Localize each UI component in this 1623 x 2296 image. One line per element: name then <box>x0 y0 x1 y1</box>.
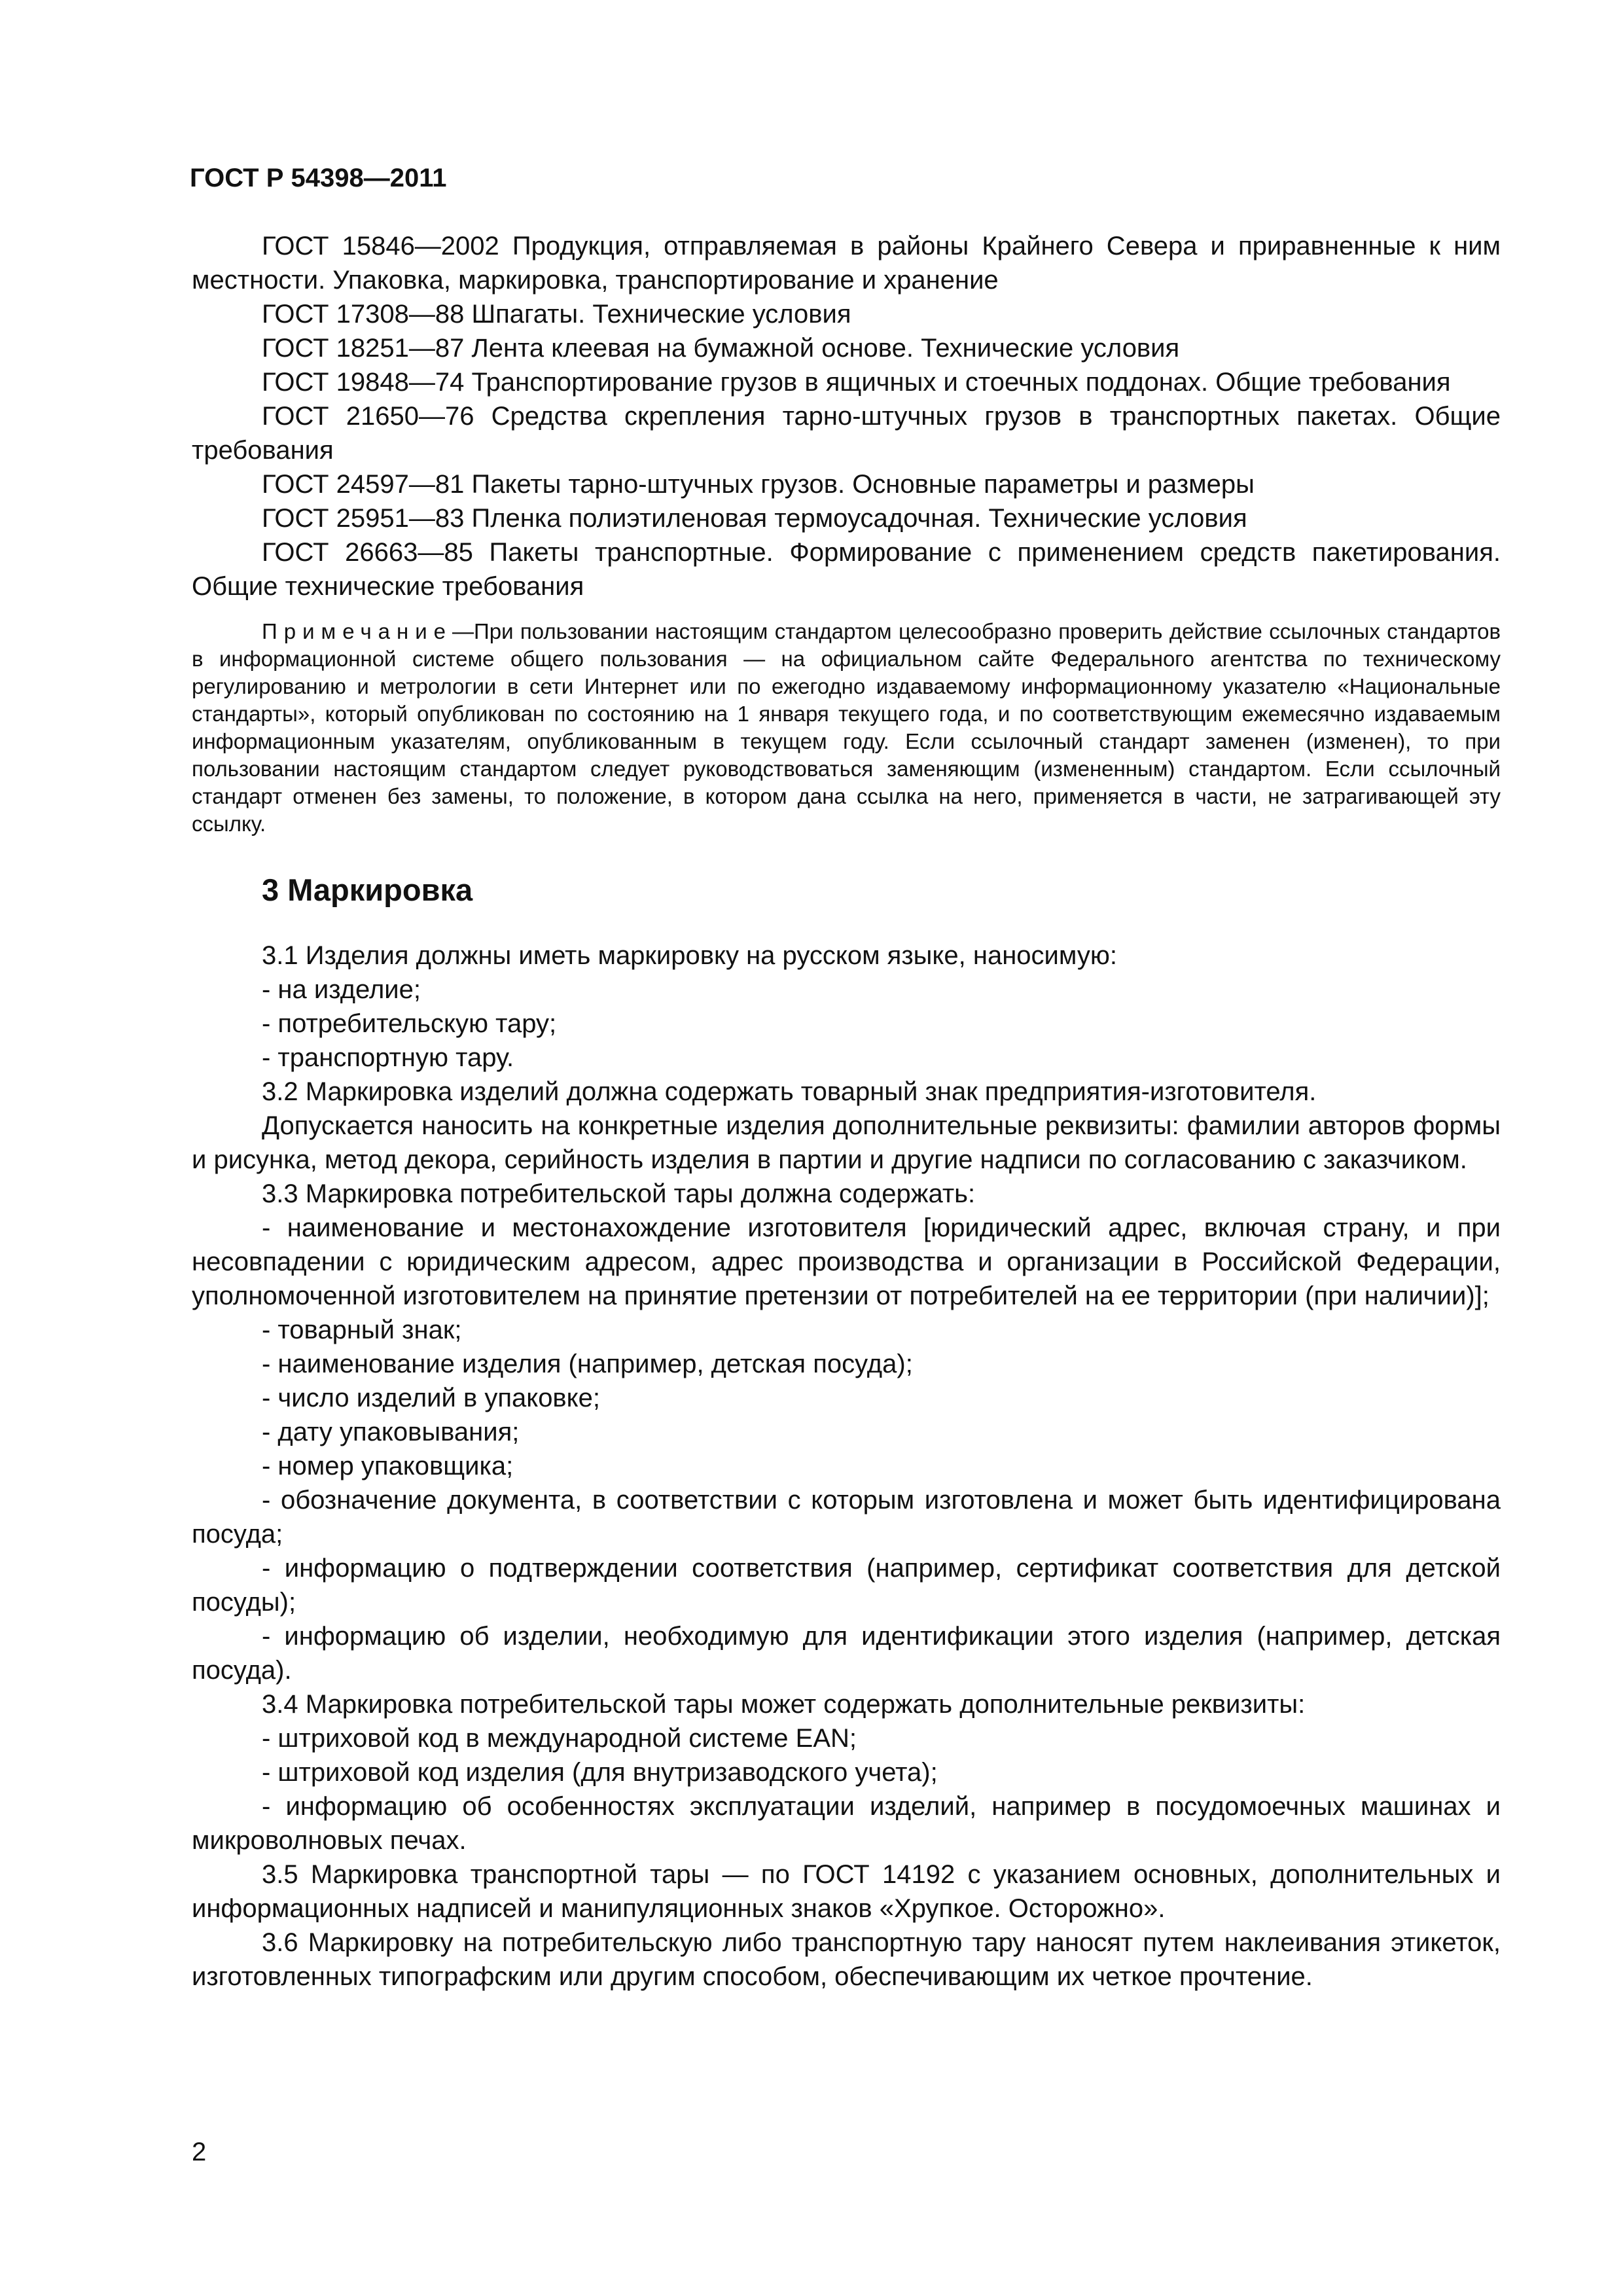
list-item: - на изделие; <box>262 975 421 1004</box>
reference-item: ГОСТ 19848—74 Транспортирование грузов в ящичных и стоечных поддонах. Общие требования <box>262 368 1451 397</box>
list-item: - штриховой код изделия (для внутризаводского учета); <box>262 1758 938 1787</box>
list-item: - наименование и местонахождение изготовителя [юридический адрес, включая страну, и при несовпадении с юридическим адресом, адрес производства и организации в Российской Федерации, уполномоченной изготовителем на принятие претензии от потребителей на ее территории (при наличии)]; <box>192 1213 1501 1310</box>
list-item: - число изделий в упаковке; <box>262 1384 600 1412</box>
document-body <box>192 229 1501 1994</box>
paragraph: Допускается наносить на конкретные изделия дополнительные реквизиты: фамилии авторов формы и рисунка, метод декора, серийность изделия в партии и другие надписи по согласованию с заказчиком. <box>192 1111 1501 1174</box>
note <box>192 618 1501 838</box>
reference-item: ГОСТ 25951—83 Пленка полиэтиленовая термоусадочная. Технические условия <box>262 504 1247 533</box>
paragraph: 3.4 Маркировка потребительской тары может содержать дополнительные реквизиты: <box>262 1690 1306 1719</box>
page-number: 2 <box>192 2138 207 2166</box>
list-item: - потребительскую тару; <box>262 1009 557 1038</box>
reference-item: ГОСТ 17308—88 Шпагаты. Технические условия <box>262 300 851 329</box>
paragraph: 3.3 Маркировка потребительской тары должна содержать: <box>262 1179 976 1208</box>
list-item: - дату упаковывания; <box>262 1418 520 1446</box>
reference-item: ГОСТ 15846—2002 Продукция, отправляемая в районы Крайнего Севера и приравненные к ним местности. Упаковка, маркировка, транспортирование и хранение <box>192 232 1501 295</box>
section-title: 3 Маркировка <box>262 872 473 907</box>
list-item: - штриховой код в международной системе EAN; <box>262 1724 857 1753</box>
reference-item: ГОСТ 24597—81 Пакеты тарно-штучных грузов. Основные параметры и размеры <box>262 470 1255 499</box>
list-item: - транспортную тару. <box>262 1043 514 1072</box>
paragraph: 3.1 Изделия должны иметь маркировку на русском языке, наносимую: <box>262 941 1117 970</box>
reference-item: ГОСТ 18251—87 Лента клеевая на бумажной основе. Технические условия <box>262 334 1180 363</box>
list-item: - наименование изделия (например, детская посуда); <box>262 1350 913 1378</box>
list-item: - информацию о подтверждении соответствия (например, сертификат соответствия для детской посуды); <box>192 1554 1501 1617</box>
list-item: - обозначение документа, в соответствии с которым изготовлена и может быть идентифицирована посуда; <box>192 1486 1501 1549</box>
normative-references <box>192 229 1501 603</box>
list-item: - информацию об особенностях эксплуатации изделий, например в посудомоечных машинах и микроволновых печах. <box>192 1792 1501 1855</box>
reference-item: ГОСТ 26663—85 Пакеты транспортные. Формирование с применением средств пакетирования. Общие технические требования <box>192 538 1501 601</box>
list-item: - информацию об изделии, необходимую для идентификации этого изделия (например, детская посуда). <box>192 1622 1501 1685</box>
paragraph: 3.2 Маркировка изделий должна содержать товарный знак предприятия-изготовителя. <box>262 1077 1317 1106</box>
note-label: Примечание <box>262 619 453 643</box>
list-item: - номер упаковщика; <box>262 1452 514 1480</box>
document-header: ГОСТ Р 54398—2011 <box>190 164 447 192</box>
section-content <box>192 939 1501 1994</box>
list-item: - товарный знак; <box>262 1316 462 1344</box>
note-text: —При пользовании настоящим стандартом целесообразно проверить действие ссылочных стандартов в информационной системе общего пользования — на официальном сайте Федерального агентства по техническому регулированию и метрологии в сети Интернет или по ежегодно издаваемому информационному указателю «Национальные стандарты», который опубликован по состоянию на 1 января текущего года, и по соответствующим ежемесячно издаваемым информационным указателям, опубликованным в текущем году. Если ссылочный стандарт заменен (изменен), то при пользовании настоящим стандартом следует руководствоваться заменяющим (измененным) стандартом. Если ссылочный стандарт отменен без замены, то положение, в котором дана ссылка на него, применяется в части, не затрагивающей эту ссылку. <box>192 619 1501 836</box>
paragraph: 3.5 Маркировка транспортной тары — по ГОСТ 14192 с указанием основных, дополнительных и информационных надписей и манипуляционных знаков «Хрупкое. Осторожно». <box>192 1860 1501 1923</box>
paragraph: 3.6 Маркировку на потребительскую либо транспортную тару наносят путем наклеивания этикеток, изготовленных типографским или другим способом, обеспечивающим их четкое прочтение. <box>192 1928 1501 1991</box>
reference-item: ГОСТ 21650—76 Средства скрепления тарно-штучных грузов в транспортных пакетах. Общие требования <box>192 402 1501 465</box>
